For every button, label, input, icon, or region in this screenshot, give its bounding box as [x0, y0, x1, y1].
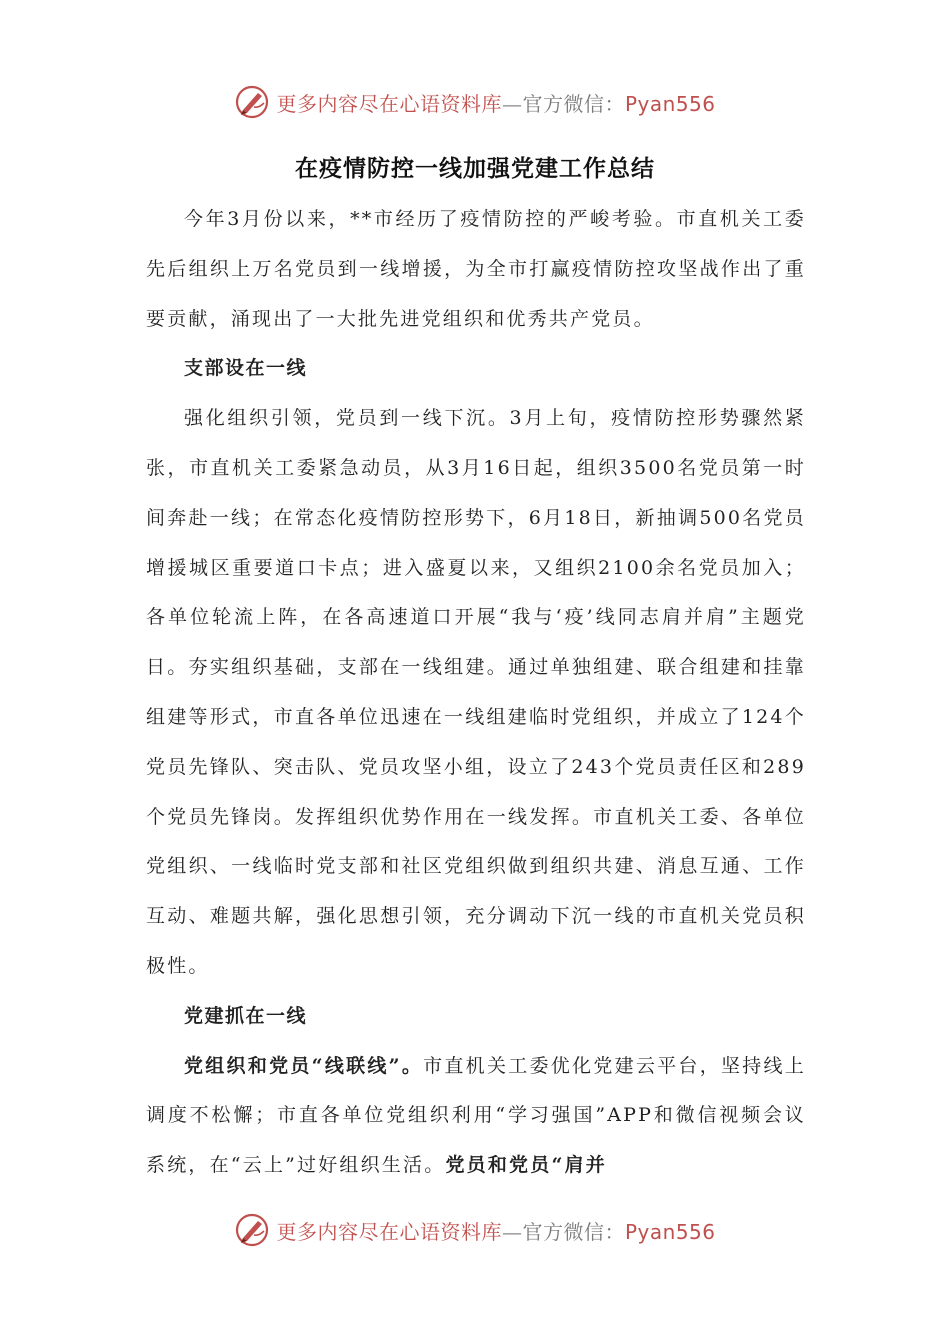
watermark-footer	[0, 1208, 950, 1252]
section-paragraph-1: 强化组织引领，党员到一线下沉。3月上旬，疫情防控形势骤然紧张，市直机关工委紧急动员，从3月16日起，组织3500名党员第一时间奔赴一线；在常态化疫情防控形势下，6月18日，新抽调500名党员增援城区重要道口卡点；进入盛夏以来，又组织2100余名党员加入；各单位轮流上阵，在各高速道口开展“我与‘疫’线同志肩并肩”主题党日。夯实组织基础，支部在一线组建。通过单独组建、联合组建和挂靠组建等形式，市直各单位迅速在一线组建临时党组织，并成立了124个党员先锋队、突击队、党员攻坚小组，设立了243个党员责任区和289个党员先锋岗。发挥组织优势作用在一线发挥。市直机关工委、各单位党组织、一线临时党支部和社区党组织做到组织共建、消息互通、工作互动、难题共解，强化思想引领，充分调动下沉一线的市直机关党员积极性。	[146, 407, 806, 977]
watermark-wechat-id: Pyan556	[624, 1219, 716, 1244]
watermark-separator: —	[501, 1219, 523, 1244]
watermark-wechat-id: Pyan556	[624, 91, 716, 116]
watermark-text	[276, 1216, 715, 1245]
pen-logo-icon	[234, 84, 270, 120]
section2-body: 市直机关工委优化党建云平台，坚持线上调度不松懈；市直各单位党组织利用“学习强国”APP和微信视频会议系统，在“云上”过好组织生活。	[146, 1054, 806, 1177]
document-title: 在疫情防控一线加强党建工作总结	[295, 155, 655, 182]
document-body	[146, 195, 806, 1191]
watermark-main: 更多内容尽在心语资料库	[276, 1219, 502, 1244]
watermark-header	[0, 80, 950, 124]
watermark-sub: 官方微信：	[522, 91, 625, 116]
watermark-sub: 官方微信：	[522, 1219, 625, 1244]
intro-paragraph: 今年3月份以来，**市经历了疫情防控的严峻考验。市直机关工委先后组织上万名党员到一线增援，为全市打赢疫情防控攻坚战作出了重要贡献，涌现出了一大批先进党组织和优秀共产党员。	[146, 208, 806, 330]
watermark-text	[276, 88, 715, 117]
pen-logo-icon	[234, 1212, 270, 1248]
watermark-separator: —	[501, 91, 523, 116]
section-paragraph-2	[146, 1042, 806, 1191]
section2-lead-bold: 党组织和党员“线联线”。	[184, 1054, 424, 1077]
section-heading-1: 支部设在一线	[184, 357, 308, 380]
section2-tail-bold: 党员和党员“肩并	[445, 1154, 607, 1177]
section-heading-2: 党建抓在一线	[184, 1004, 308, 1027]
watermark-main: 更多内容尽在心语资料库	[276, 91, 502, 116]
